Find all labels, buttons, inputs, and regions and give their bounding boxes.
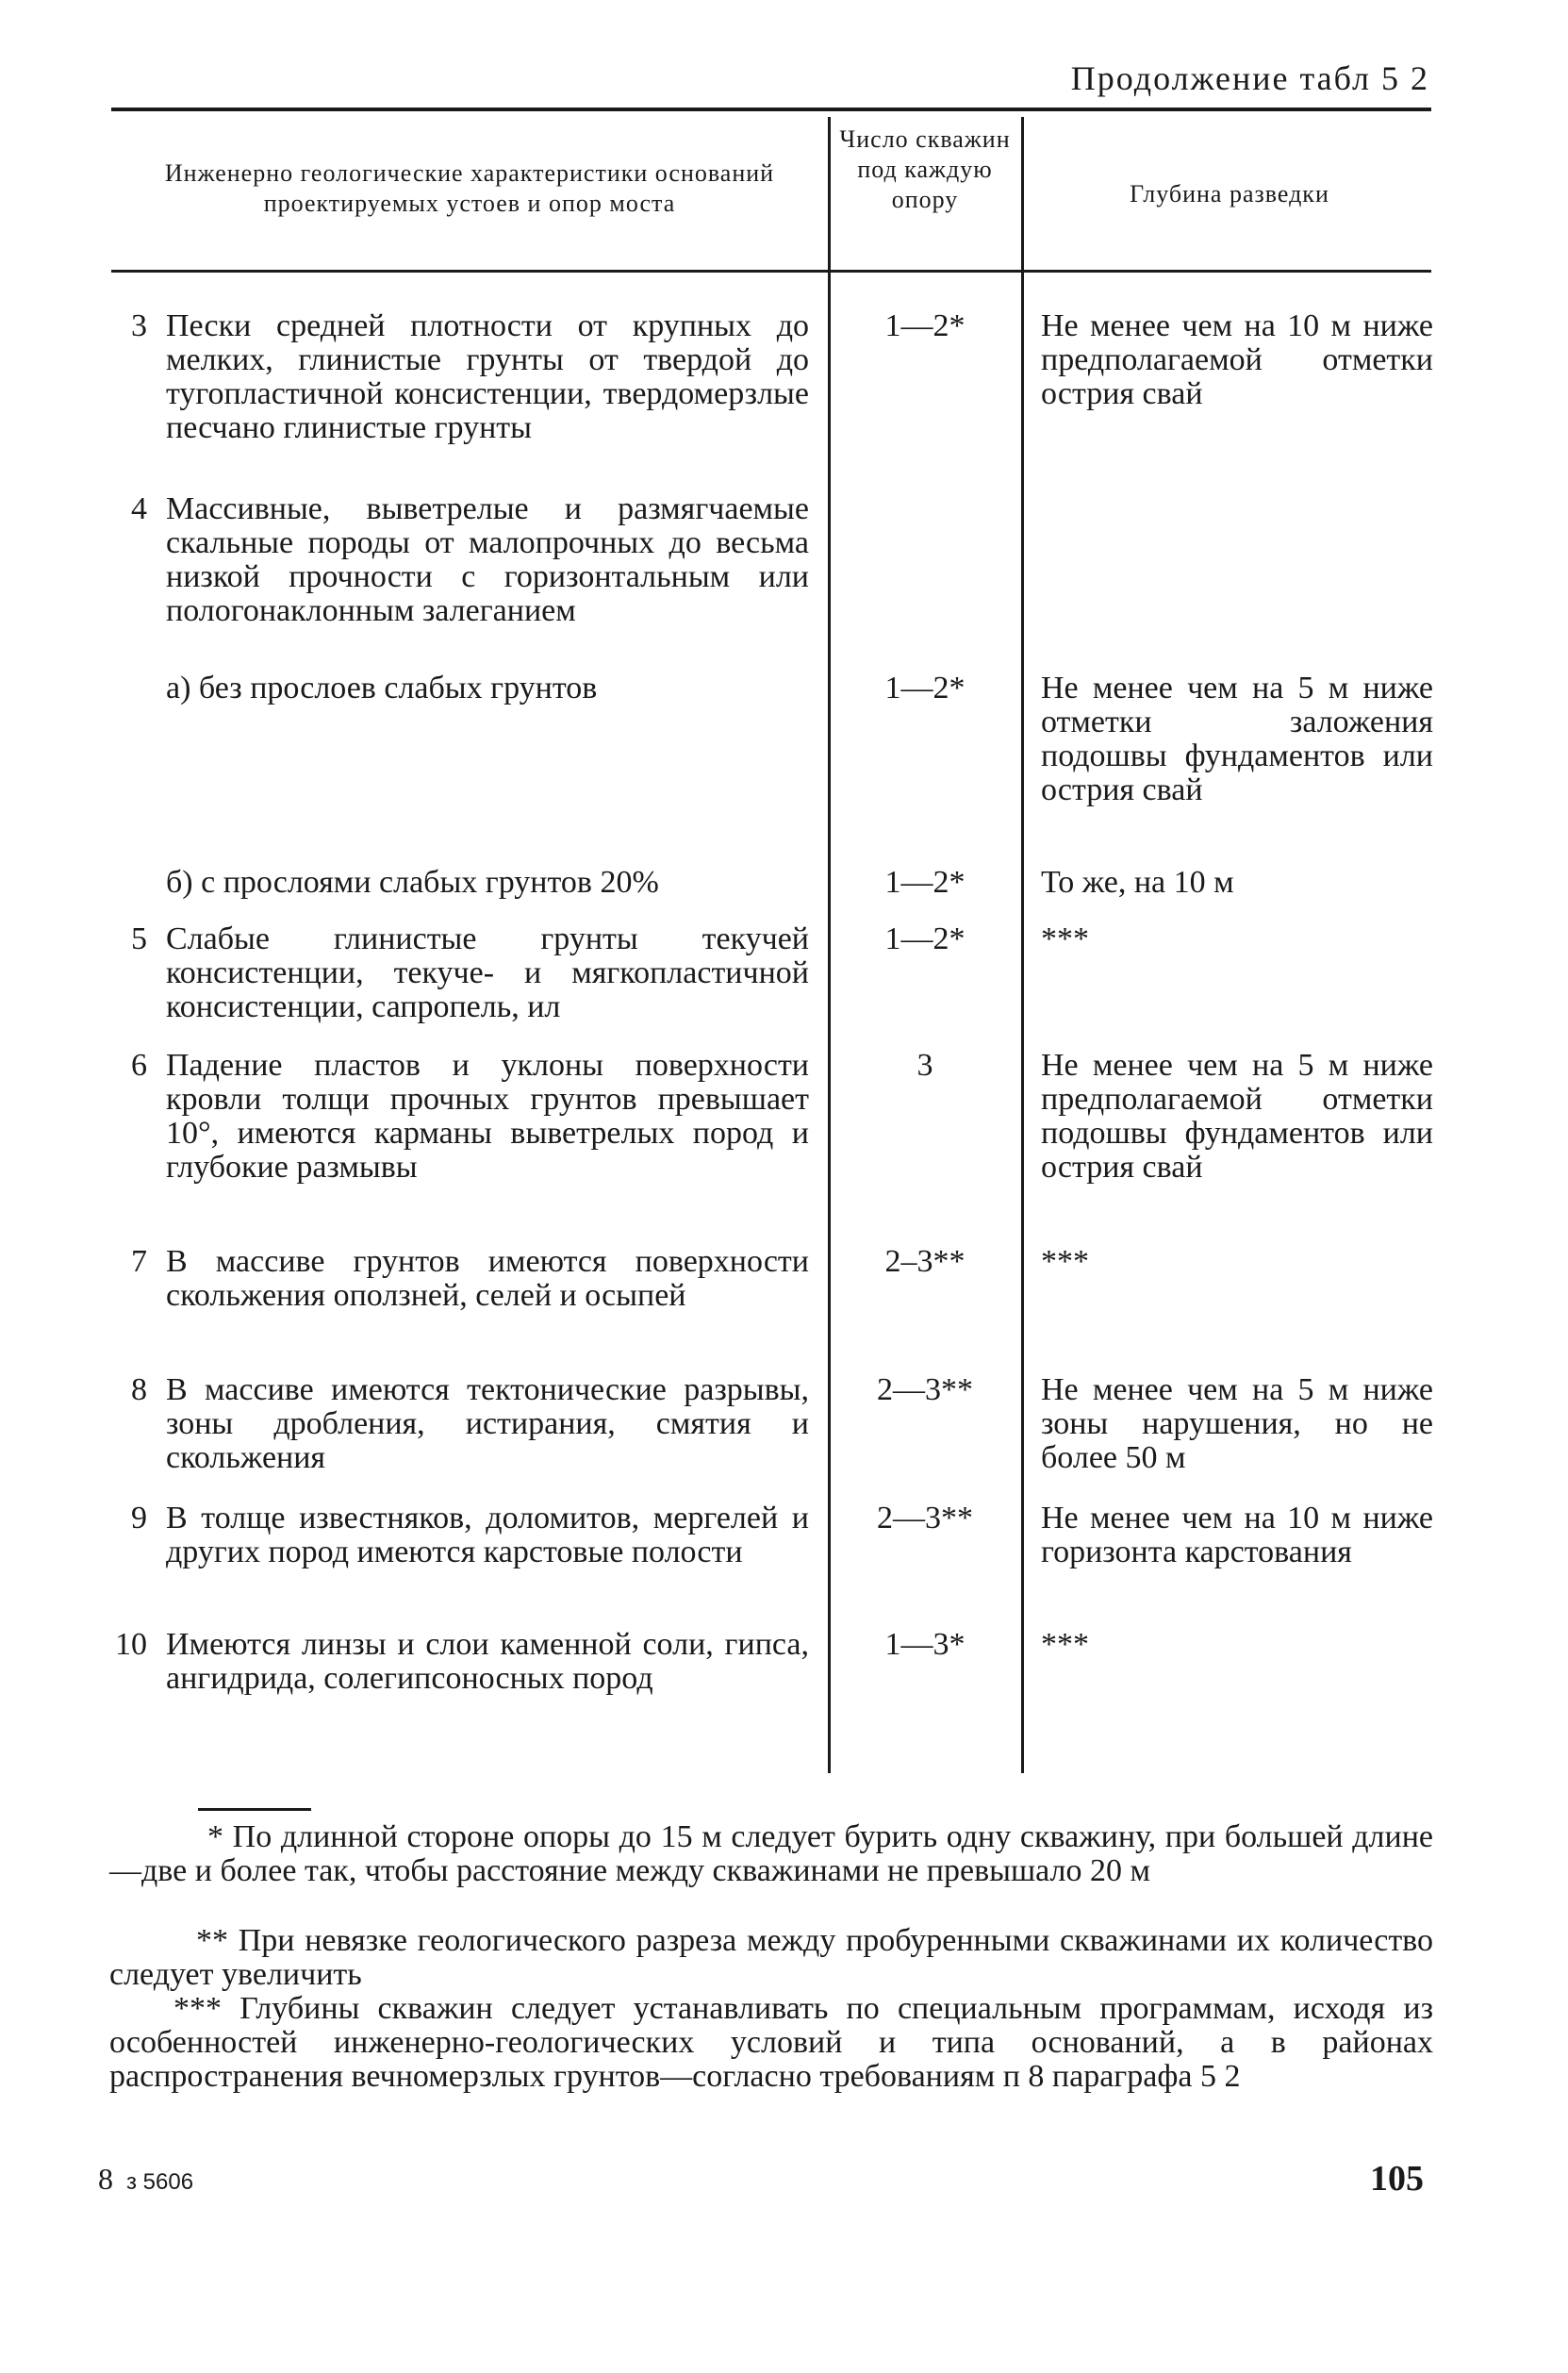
row-number: 10 — [115, 1627, 147, 1662]
row-well-count: 1—2* — [884, 671, 966, 705]
row-well-count: 2–3** — [884, 1244, 966, 1279]
print-signature — [98, 2162, 193, 2197]
row-well-count: 1—2* — [884, 865, 966, 900]
row-description: Пески средней плотности от крупных до мелких, глинистые грунты от твердой до тугопластичной консистенции, твердомерзлые песчано глинистые грунты — [166, 308, 809, 445]
row-depth: Не менее чем на 5 м ниже предполагаемой отметки подошвы фундаментов или острия свай — [1041, 1048, 1433, 1185]
page-number: 105 — [1370, 2159, 1424, 2199]
footnote-separator — [198, 1808, 311, 1811]
row-description: В толще известняков, доломитов, мергелей и других пород имеются карстовые полости — [166, 1501, 809, 1569]
footnote: ** При невязке геологического разреза между пробуренными скважинами их количество следует увеличить — [109, 1923, 1433, 1992]
row-number: 7 — [131, 1244, 147, 1279]
row-depth: Не менее чем на 10 м ниже предполагаемой отметки острия свай — [1041, 308, 1433, 411]
row-number: 8 — [131, 1372, 147, 1407]
row-depth: Не менее чем на 5 м ниже зоны нарушения, но не более 50 м — [1041, 1372, 1433, 1475]
column-divider — [1021, 117, 1024, 1773]
row-well-count: 2—3** — [877, 1372, 973, 1407]
row-description: а) без прослоев слабых грунтов — [166, 671, 598, 705]
table-continuation-label: Продолжение табл 5 2 — [1070, 59, 1429, 97]
row-description: В массиве грунтов имеются поверхности скольжения оползней, селей и осыпей — [166, 1244, 809, 1313]
row-depth: Не менее чем на 5 м ниже отметки заложения подошвы фундаментов или острия свай — [1041, 671, 1433, 807]
table-top-rule — [111, 108, 1431, 111]
table-header-rule — [111, 270, 1431, 273]
footnote: * По длинной стороне опоры до 15 м следует бурить одну скважину, при большей длине—две и более так, чтобы расстояние между скважинами не превышало 20 м — [109, 1819, 1433, 1888]
row-description: Слабые глинистые грунты текучей консистенции, текуче- и мягкопластичной консистенции, сапропель, ил — [166, 921, 809, 1024]
row-depth: *** — [1041, 1244, 1089, 1279]
order-number: з 5606 — [126, 2169, 194, 2195]
row-number: 9 — [131, 1501, 147, 1535]
row-well-count: 1—2* — [884, 308, 966, 343]
row-number: 6 — [131, 1048, 147, 1083]
column-divider — [828, 117, 831, 1773]
column-header-characteristics: Инженерно геологические характеристики оснований проектируемых устоев и опор моста — [164, 159, 775, 217]
row-well-count: 2—3** — [877, 1501, 973, 1535]
row-description: Имеются линзы и слои каменной соли, гипса, ангидрида, солегипсоносных пород — [166, 1627, 809, 1696]
row-description: Падение пластов и уклоны поверхности кровли толщи прочных грунтов превышает 10°, имеются карманы выветрелых пород и глубокие размывы — [166, 1048, 809, 1185]
row-depth: *** — [1041, 921, 1089, 956]
signature-mark: 8 — [98, 2162, 113, 2196]
row-number: 3 — [131, 308, 147, 343]
row-description: В массиве имеются тектонические разрывы, зоны дробления, истирания, смятия и скольжения — [166, 1372, 809, 1475]
row-description: б) с прослоями слабых грунтов 20% — [166, 865, 659, 900]
row-depth: Не менее чем на 10 м ниже горизонта карстования — [1041, 1501, 1433, 1569]
row-well-count: 1—2* — [884, 921, 966, 956]
row-description: Массивные, выветрелые и размягчаемые скальные породы от малопрочных до весьма низкой прочности с горизонтальным или пологонаклонным залеганием — [166, 491, 809, 628]
column-header-depth: Глубина разведки — [1130, 180, 1329, 207]
row-well-count: 3 — [916, 1048, 933, 1083]
row-number: 4 — [131, 491, 147, 526]
row-depth: *** — [1041, 1627, 1089, 1662]
column-header-well-count: Число скважин под каждую опору — [839, 125, 1011, 213]
row-depth: То же, на 10 м — [1041, 865, 1234, 900]
row-number: 5 — [131, 921, 147, 956]
row-well-count: 1—3* — [884, 1627, 966, 1662]
footnote: *** Глубины скважин следует устанавливать по специальным программам, исходя из особенностей инженерно-геологических условий и типа оснований, а в районах распространения вечномерзлых грунтов—согласно требованиям п 8 параграфа 5 2 — [109, 1991, 1433, 2094]
